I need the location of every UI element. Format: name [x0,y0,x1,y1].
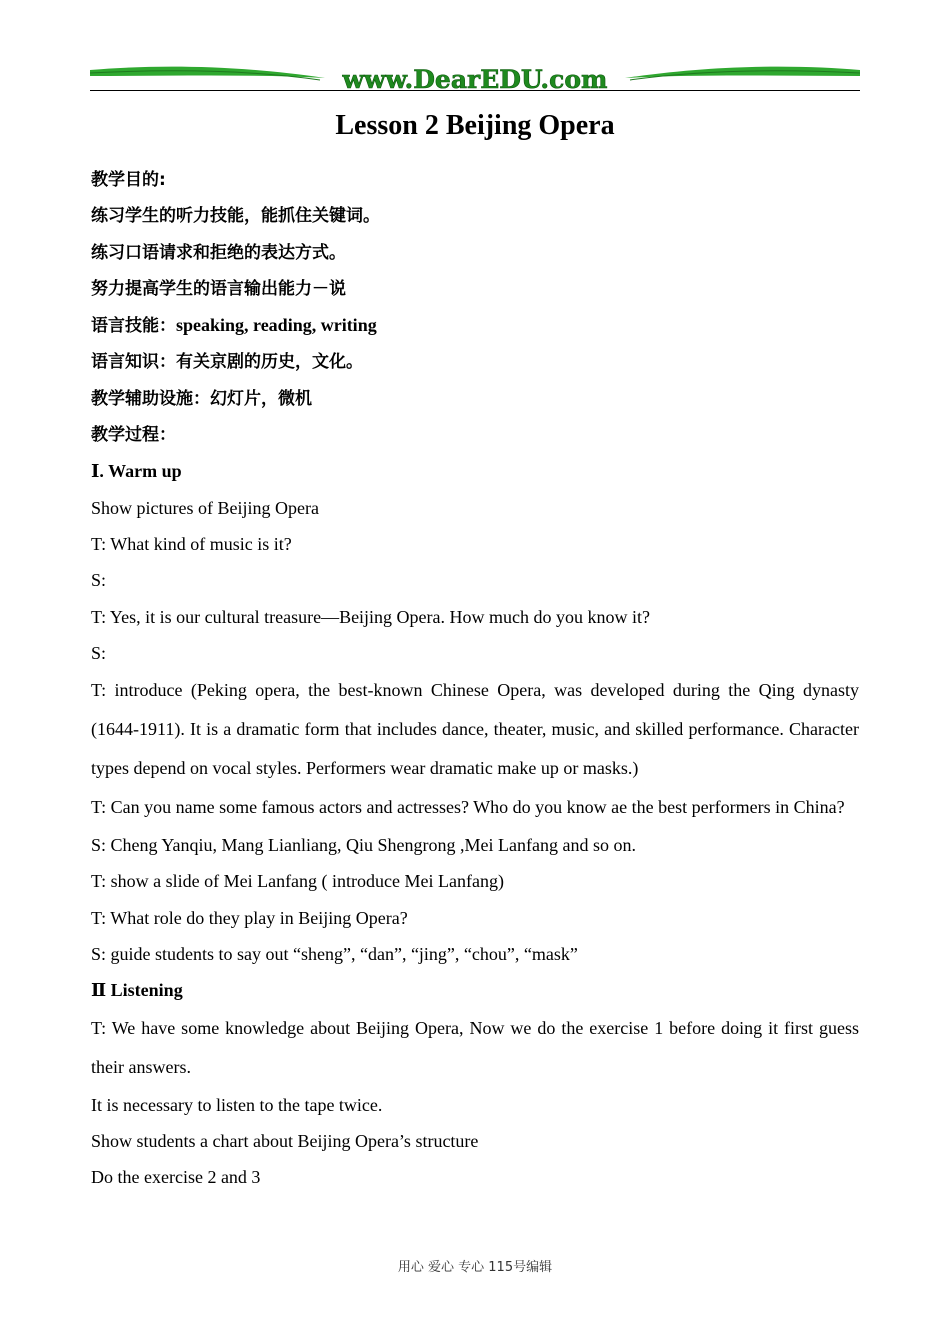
site-logo-text: www.DearEDU.com [342,65,608,94]
objectives-heading: 教学目的: [91,170,166,190]
text-line: T: What kind of music is it? [91,533,292,554]
aids-line: 教学辅助设施：幻灯片，微机 [91,388,312,409]
skills-line [91,307,859,344]
page-footer: 用心 爱心 专心 115号编辑 [397,1260,553,1275]
objective-item: 练习学生的听力技能，能抓住关键词。 [91,206,380,227]
skills-label: 语言技能： [91,316,176,337]
text-line: T: Yes, it is our cultural treasure—Beijing Opera. How much do you know it? [91,606,651,627]
text-line: S: [91,642,107,663]
process-heading: 教学过程： [91,425,176,446]
knowledge-line: 语言知识：有关京剧的历史，文化。 [91,352,363,373]
skills-value: speaking, reading, writing [176,315,377,336]
text-line: Show students a chart about Beijing Opera’s structure [91,1130,479,1151]
text-line: Do the exercise 2 and 3 [91,1167,261,1188]
text-line: It is necessary to listen to the tape twice. [91,1094,383,1115]
section-heading-listening: Ⅱ Listening [91,980,183,1001]
text-line: T: show a slide of Mei Lanfang ( introduce Mei Lanfang) [91,871,504,892]
text-line: Show pictures of Beijing Opera [91,497,319,518]
header-rule [90,90,860,91]
listening-paragraph: T: We have some knowledge about Beijing Opera, Now we do the exercise 1 before doing it first guess their answers. [91,1017,859,1077]
actors-question-paragraph: T: Can you name some famous actors and actresses? Who do you know ae the best performers in China? [91,797,845,818]
section-heading-warm-up: Ⅰ. Warm up [91,461,182,482]
text-line: S: Cheng Yanqiu, Mang Lianliang, Qiu Shengrong ,Mei Lanfang and so on. [91,835,636,856]
text-line: S: [91,570,107,591]
page-title: Lesson 2 Beijing Opera [335,110,615,141]
text-line: T: What role do they play in Beijing Opera? [91,907,408,928]
text-line: S: guide students to say out “sheng”, “dan”, “jing”, “chou”, “mask” [91,944,578,965]
objective-item: 练习口语请求和拒绝的表达方式。 [91,242,346,263]
document-body [91,162,859,1196]
intro-paragraph: T: introduce (Peking opera, the best-known Chinese Opera, was developed during the Qing dynasty (1644-1911). It is a dramatic form that includes dance, theater, music, and skilled performance. Character types depend on vocal styles. Performers wear dramatic make up or masks.) [91,680,859,779]
objective-item: 努力提高学生的语言输出能力－说 [91,278,346,299]
